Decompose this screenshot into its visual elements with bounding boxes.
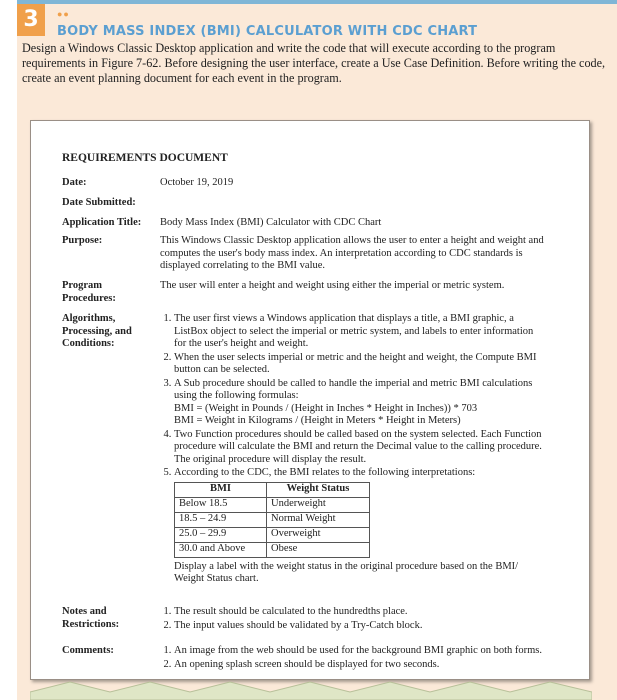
app-title-label: Application Title: <box>62 217 142 228</box>
procedures-label: Program Procedures: <box>62 280 116 304</box>
notes-label: Notes and Restrictions: <box>62 606 120 630</box>
table-row <box>175 527 370 542</box>
purpose-label: Purpose: <box>62 235 103 246</box>
bmi-table <box>174 482 370 558</box>
comments-list <box>160 645 545 671</box>
list-item: 1. An image from the web should be used for the background BMI graphic on both forms. <box>174 645 545 658</box>
purpose-value: This Windows Classic Desktop application allows the user to enter a height and weight and computes the user's body mass index. An interpretation according to CDC standards is displayed correlating to the BMI value. <box>160 235 544 271</box>
col-header: Weight Status <box>267 482 370 497</box>
document-title: REQUIREMENTS DOCUMENT <box>62 152 228 164</box>
list-item: 2. An opening splash screen should be displayed for two seconds. <box>174 659 545 672</box>
table-row <box>175 497 370 512</box>
torn-edge-decoration <box>30 678 592 700</box>
cell: Obese <box>267 542 370 557</box>
exercise-title: BODY MASS INDEX (BMI) CALCULATOR WITH CDC CHART <box>57 24 478 39</box>
list-item: 4. Two Function procedures should be called based on the system selected. Each Function procedure will calculate the BMI and return the Decimal value to the calling procedure. The original procedure will display the result. <box>174 429 545 467</box>
cell: 30.0 and Above <box>175 542 267 557</box>
notes-list <box>160 606 560 632</box>
item-text: According to the CDC, the BMI relates to the following interpretations: <box>174 467 476 478</box>
cell: Below 18.5 <box>175 497 267 512</box>
list-item: 2. The input values should be validated by a Try-Catch block. <box>174 620 560 633</box>
app-title-value: Body Mass Index (BMI) Calculator with CDC Chart <box>160 217 382 228</box>
list-item <box>174 378 545 428</box>
formula-metric: BMI = Weight in Kilograms / (Height in Meters * Height in Meters) <box>174 415 461 426</box>
comments-wrap <box>160 645 545 672</box>
cell: 18.5 – 24.9 <box>175 512 267 527</box>
list-item: 1. The result should be calculated to the hundredths place. <box>174 606 560 619</box>
exercise-number: 3 <box>17 4 45 36</box>
list-item: 2. When the user selects imperial or metric and the height and weight, the Compute BMI button can be selected. <box>174 352 545 377</box>
algorithms-list <box>160 313 545 586</box>
date-value: October 19, 2019 <box>160 177 234 188</box>
col-header: BMI <box>175 482 267 497</box>
algorithms-label: Algorithms, Processing, and Conditions: <box>62 313 132 349</box>
difficulty-dots: ●● <box>57 9 70 19</box>
submitted-label: Date Submitted: <box>62 197 136 208</box>
table-row <box>175 512 370 527</box>
cell: Overweight <box>267 527 370 542</box>
notes-wrap <box>160 606 560 633</box>
list-item <box>174 467 545 586</box>
cell: Normal Weight <box>267 512 370 527</box>
item-text: A Sub procedure should be called to handle the imperial and metric BMI calculations using the following formulas: <box>174 377 533 401</box>
formula-imperial: BMI = (Weight in Pounds / (Height in Inches * Height in Inches)) * 703 <box>174 402 478 414</box>
algorithms-list-wrap <box>160 313 545 587</box>
exercise-intro: Design a Windows Classic Desktop application and write the code that will execute according to the program requirements in Figure 7-62. Before designing the user interface, create a Use Case Definition. Before writing the code, create an event planning document for each event in the program. <box>22 41 606 85</box>
table-header-row <box>175 482 370 497</box>
cell: Underweight <box>267 497 370 512</box>
table-row <box>175 542 370 557</box>
procedures-value: The user will enter a height and weight using either the imperial or metric system. <box>160 280 505 291</box>
cell: 25.0 – 29.9 <box>175 527 267 542</box>
display-note: Display a label with the weight status in the original procedure based on the BMI/ Weight Status chart. <box>174 560 519 584</box>
list-item: 1. The user first views a Windows application that displays a title, a BMI graphic, a ListBox object to select the imperial or metric system, and labels to enter information for the user's height and weight. <box>174 313 545 351</box>
date-label: Date: <box>62 177 87 188</box>
comments-label: Comments: <box>62 645 114 656</box>
